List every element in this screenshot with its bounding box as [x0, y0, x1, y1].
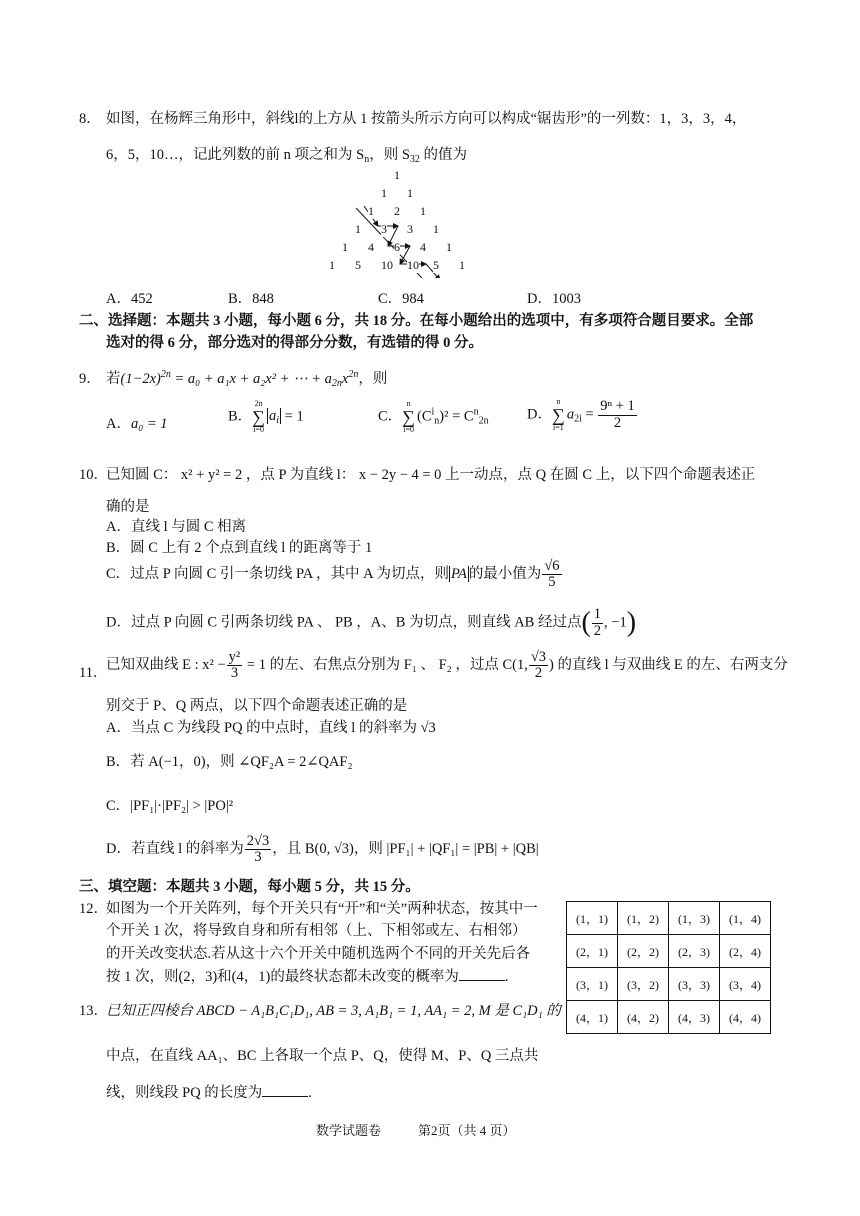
triangle-number: 1 — [355, 222, 361, 236]
triangle-number: 1 — [459, 258, 465, 272]
q8-line-1: 如图，在杨辉三角形中，斜线l的上方从 1 按箭头所示方向可以构成“锯齿形”的一列数：1，3，3，4， — [106, 111, 747, 127]
q8-option-c: C．984 — [378, 291, 424, 307]
q10-line-1: 已知圆 C： x² + y² = 2 ，点 P 为直线 l： x − 2y − 4 = 0 上一动点，点 Q 在圆 C 上，以下四个命题表述正 — [106, 467, 756, 483]
switch-cell: (4，1) — [567, 1001, 618, 1034]
triangle-number: 5 — [433, 258, 439, 272]
triangle-number: 1 — [368, 204, 374, 218]
section-3-heading: 三、填空题：本题共 3 小题，每小题 5 分，共 15 分。 — [79, 879, 420, 895]
q10-option-d: D．过点 P 向圆 C 引两条切线 PA 、 PB ，A、B 为切点，则直线 AB 经过点( $\frac{1}{2}$ , −1) — [106, 606, 637, 639]
q11-number: 11． — [79, 665, 108, 681]
triangle-number: 10 — [381, 258, 393, 272]
q13-line-2: 中点，在直线 AA₁、BC 上各取一个点 P、Q，使得 M、P、Q 三点共 — [106, 1048, 539, 1064]
q9-option-d: D． n ∑ i=1 $a_{2i}$ = $\frac{\text{9ⁿ + 1}}{2}$ — [527, 397, 635, 432]
section-2-heading-cont: 选对的得 6 分，部分选对的得部分分数，有选错的得 0 分。 — [106, 335, 483, 351]
triangle-number: 1 — [381, 186, 387, 200]
q9-option-c: C． n ∑ i=0 $(C^i_n)^2 = C^n_{2n}$ — [378, 399, 489, 434]
q12-number: 12． — [79, 901, 108, 917]
triangle-number: 4 — [420, 240, 426, 254]
switch-cell: (1，4) — [720, 902, 771, 935]
q13-number: 13． — [79, 1003, 108, 1019]
switch-grid-row — [567, 935, 771, 968]
switch-grid-row — [567, 1001, 771, 1034]
triangle-number: 2 — [394, 204, 400, 218]
section-2-heading: 二、选择题：本题共 3 小题，每小题 6 分，共 18 分。在每小题给出的选项中，有多项符合题目要求。全部 — [79, 313, 754, 329]
triangle-number: 3 — [381, 222, 387, 236]
footer-page: 第2页（共 4 页） — [418, 1123, 516, 1138]
switch-cell: (4，3) — [669, 1001, 720, 1034]
q13-line-1: 已知正四棱台 ABCD − A₁B₁C₁D₁, AB = 3, A₁B₁ = 1, AA₁ = 2, M 是 C₁D₁ 的 — [106, 1003, 561, 1019]
triangle-number: 1 — [420, 204, 426, 218]
q8-option-d: D．1003 — [527, 291, 581, 307]
q12-line-1: 如图为一个开关阵列，每个开关只有“开”和“关”两种状态，按其中一 — [106, 901, 538, 917]
switch-cell: (3，3) — [669, 968, 720, 1001]
triangle-number: 1 — [407, 186, 413, 200]
q10-number: 10． — [79, 467, 108, 483]
switch-cell: (3，1) — [567, 968, 618, 1001]
triangle-number: 10 — [407, 258, 419, 272]
switch-grid-row — [567, 902, 771, 935]
switch-cell: (3，4) — [720, 968, 771, 1001]
triangle-number: 4 — [368, 240, 374, 254]
triangle-number: 1 — [433, 222, 439, 236]
q12-line-2: 个开关 1 次，将导致自身和所有相邻（上、下相邻或左、右相邻） — [106, 923, 527, 939]
q12-answer-blank — [459, 968, 505, 981]
switch-cell: (1，1) — [567, 902, 618, 935]
q10-option-b: B．圆 C 上有 2 个点到直线 l 的距离等于 1 — [106, 540, 373, 556]
q11-line-1: 已知双曲线 E : x² − $\frac{\text{y²}}{3}$ = 1 的左、右焦点分别为 F₁ 、 F₂ ，过点 C(1, $\frac{√3}{2}$ ) 的直线 l 与双曲线 E 的左、右两支分 — [106, 649, 788, 682]
switch-grid-table — [566, 901, 771, 1034]
q8-number: 8． — [79, 111, 101, 127]
switch-cell: (3，2) — [618, 968, 669, 1001]
switch-cell: (2，1) — [567, 935, 618, 968]
q8-option-a: A．452 — [106, 291, 153, 307]
triangle-number: 6 — [394, 240, 400, 254]
switch-cell: (4，2) — [618, 1001, 669, 1034]
switch-cell: (4，4) — [720, 1001, 771, 1034]
switch-cell: (2，2) — [618, 935, 669, 968]
switch-grid-row — [567, 968, 771, 1001]
q11-option-d: D．若直线 l 的斜率为 $\frac{2√3}{3}$ ，且 B(0, √3)，则 |PF₁| + |QF₁| = |PB| + |QB| — [106, 833, 539, 866]
triangle-number: 1 — [446, 240, 452, 254]
q11-option-a: A．当点 C 为线段 PQ 的中点时，直线 l 的斜率为 √3 — [106, 720, 436, 736]
q9-stem: 若$(1-2x)^{2n} = a_0 + a_1x + a_2x^2$ + ⋯ + $a_{2n}x^{2n}$，则 — [106, 369, 388, 389]
q12-line-3: 的开关改变状态.若从这十六个开关中随机选两个不同的开关先后各 — [106, 946, 531, 962]
q10-option-a: A．直线 l 与圆 C 相离 — [106, 519, 247, 535]
q10-line-2: 确的是 — [106, 499, 150, 515]
q10-option-c: C．过点 P 向圆 C 引一条切线 PA ，其中 A 为切点，则 PA 的最小值为 $\frac{√6}{5}$ — [106, 558, 560, 591]
triangle-number: 1 — [394, 168, 400, 182]
q13-answer-blank — [262, 1084, 308, 1097]
q9-number: 9． — [79, 371, 101, 387]
q8-option-b: B．848 — [228, 291, 274, 307]
q11-line-2: 别交于 P、Q 两点，以下四个命题表述正确的是 — [106, 698, 408, 714]
q8-line-2: 6，5，10…，记此列数的前 n 项之和为 $S_n$，则 $S_{32}$ 的值为 — [106, 147, 468, 165]
switch-cell: (2，4) — [720, 935, 771, 968]
q9-option-b: B． 2n ∑ i=0 $a_i = 1$ — [228, 399, 304, 434]
triangle-number: 5 — [355, 258, 361, 272]
pascal-triangle-figure — [328, 168, 478, 278]
pascal-triangle-arrows — [328, 168, 478, 278]
q11-option-c: C．|PF₁|·|PF₂| > |PO|² — [106, 798, 234, 814]
switch-cell: (1，3) — [669, 902, 720, 935]
switch-cell: (2，3) — [669, 935, 720, 968]
triangle-number: 1 — [329, 258, 335, 272]
triangle-number: 3 — [407, 222, 413, 236]
triangle-number: 1 — [342, 240, 348, 254]
footer-title: 数学试题卷 — [316, 1123, 382, 1138]
q13-line-3: 线，则线段 PQ 的长度为 . — [106, 1085, 312, 1101]
q12-line-4: 按 1 次，则(2，3)和(4，1)的最终状态都未改变的概率为 . — [106, 969, 509, 985]
switch-cell: (1，2) — [618, 902, 669, 935]
q9-option-a: A．a₀ = 1 — [106, 416, 168, 432]
q11-option-b: B．若 A(−1，0)，则 ∠QF₂A = 2∠QAF₂ — [106, 754, 353, 770]
